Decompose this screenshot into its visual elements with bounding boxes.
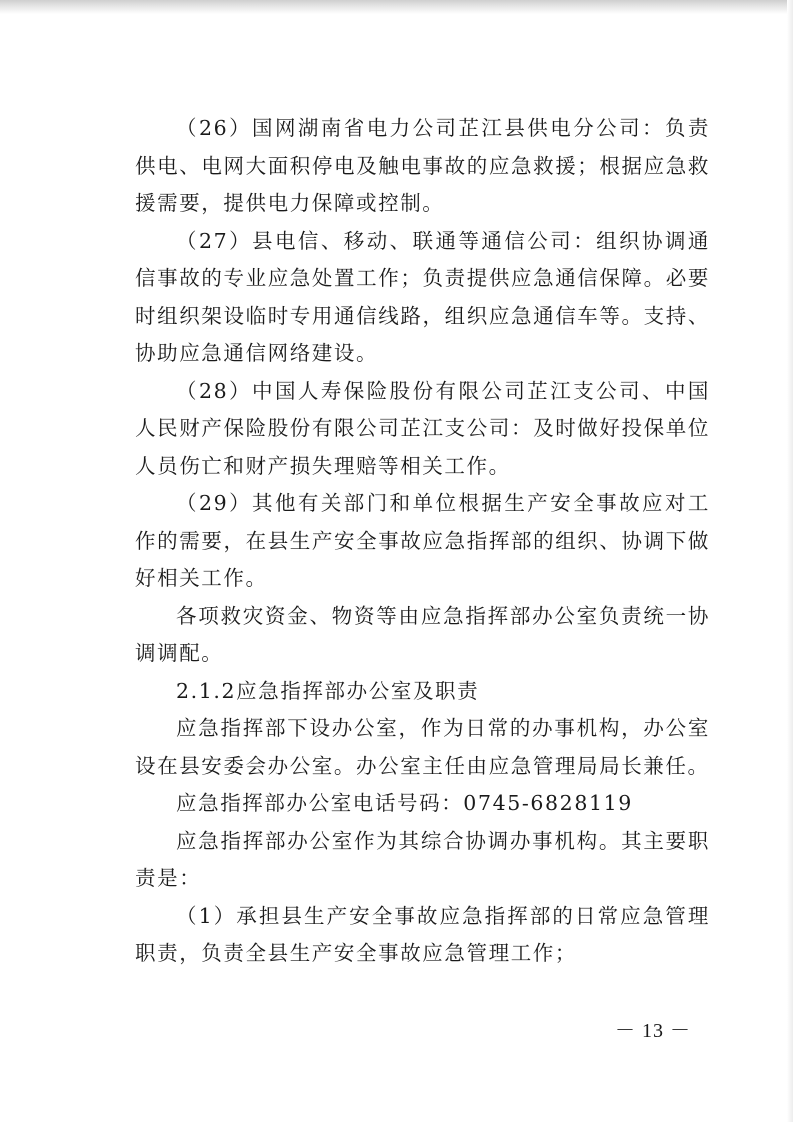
section-heading: 2.1.2应急指挥部办公室及职责 [176, 678, 480, 703]
paragraph-27: （27）县电信、移动、联通等通信公司：组织协调通信事故的专业应急处置工作；负责提供应急通信保障。必要时组织架设临时专用通信线路，组织应急通信车等。支持、协助应急通信网络建设。 [135, 228, 710, 365]
paragraph-office: 应急指挥部下设办公室，作为日常的办事机构，办公室设在县安委会办公室。办公室主任由应急管理局局长兼任。 [135, 716, 710, 778]
scan-top-edge [0, 0, 793, 14]
paragraph-duty-1: （1）承担县生产安全事故应急指挥部的日常应急管理职责，负责全县生产安全事故应急管理工作； [135, 903, 710, 965]
paragraph-duties-intro: 应急指挥部办公室作为其综合协调办事机构。其主要职责是： [135, 828, 710, 890]
page-number: － 13 － [615, 1020, 691, 1042]
scan-right-edge [787, 0, 793, 1122]
paragraph-29: （29）其他有关部门和单位根据生产安全事故应对工作的需要，在县生产安全事故应急指挥部的组织、协调下做好相关工作。 [135, 491, 710, 590]
document-body [135, 110, 710, 973]
paragraph-funds: 各项救灾资金、物资等由应急指挥部办公室负责统一协调调配。 [135, 603, 710, 665]
paragraph-26: （26）国网湖南省电力公司芷江县供电分公司：负责供电、电网大面积停电及触电事故的应急救援；根据应急救援需要，提供电力保障或控制。 [135, 116, 710, 215]
paragraph-28: （28）中国人寿保险股份有限公司芷江支公司、中国人民财产保险股份有限公司芷江支公司：及时做好投保单位人员伤亡和财产损失理赔等相关工作。 [135, 378, 710, 478]
paragraph-phone: 应急指挥部办公室电话号码：0745-6828119 [176, 791, 633, 815]
